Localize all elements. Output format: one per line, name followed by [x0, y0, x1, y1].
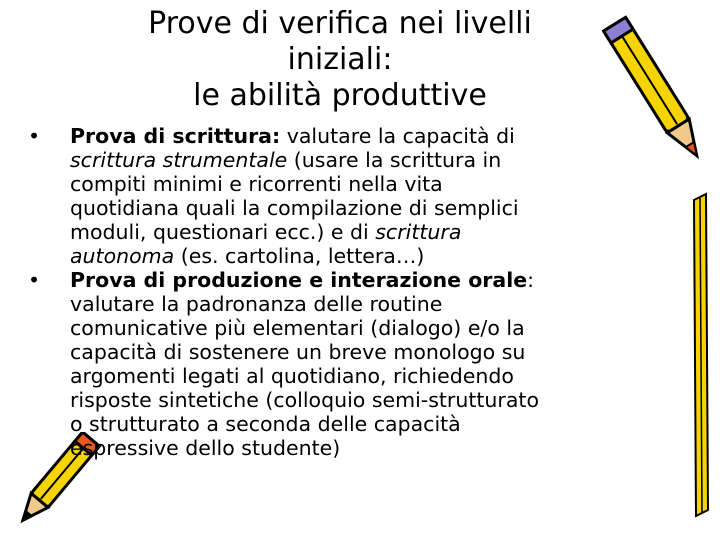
text-line: quotidiana quali la compilazione di semplici — [70, 196, 519, 220]
text-line: compiti minimi e ricorrenti nella vita — [70, 172, 443, 196]
text-line: argomenti legati al quotidiano, richiedendo — [70, 364, 514, 388]
title-line: Prove di verifica nei livelli — [148, 6, 532, 41]
text-line: capacità di sostenere un breve monologo su — [70, 340, 526, 364]
bullet-item — [28, 268, 688, 460]
text-line: moduli, questionari ecc.) e di scrittura — [70, 220, 462, 244]
text-line: Prova di produzione e interazione orale: — [70, 268, 535, 292]
text-line: Prova di scrittura: valutare la capacità di — [70, 124, 515, 148]
title-line: le abilità produttive — [193, 78, 487, 113]
text-line: autonoma (es. cartolina, lettera…) — [70, 244, 425, 268]
text-line: o strutturato a seconda delle capacità — [70, 412, 461, 436]
bullet-symbol: • — [28, 124, 41, 148]
title-line: iniziali: — [287, 42, 393, 77]
text-line: comunicative più elementari (dialogo) e/o la — [70, 316, 525, 340]
bullet-symbol: • — [28, 268, 41, 292]
slide-title — [90, 6, 590, 114]
text-line: valutare la padronanza delle routine — [70, 292, 443, 316]
bullet-list — [28, 124, 688, 460]
bullet-item — [28, 124, 688, 268]
text-line: risposte sintetiche (colloquio semi-strutturato — [70, 388, 539, 412]
text-line: espressive dello studente) — [70, 436, 341, 460]
pencil-clipart-icon — [684, 190, 714, 520]
text-line: scrittura strumentale (usare la scrittura in — [70, 148, 502, 172]
